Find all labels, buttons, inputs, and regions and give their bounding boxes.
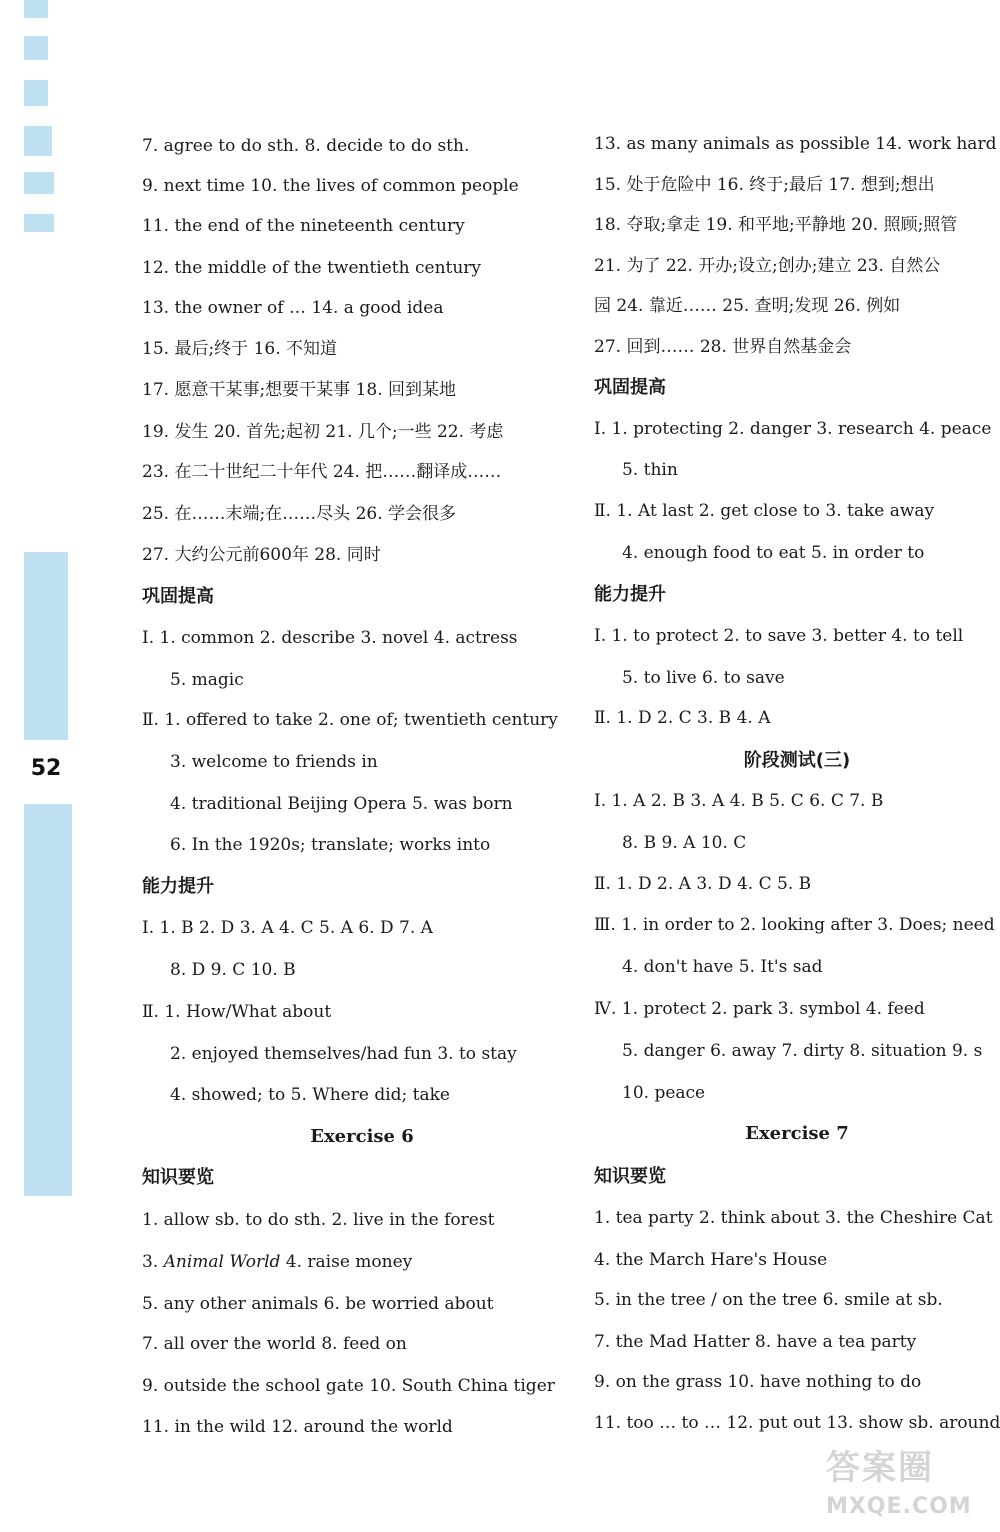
right-answer-line: Ⅳ. 1. protect 2. park 3. symbol 4. feed xyxy=(594,999,925,1019)
left-answer-line: Ⅰ. 1. B 2. D 3. A 4. C 5. A 6. D 7. A xyxy=(142,918,433,938)
left-answer-line: 15. 最后;终于 16. 不知道 xyxy=(142,339,338,359)
left-answer-line: 25. 在……末端;在……尽头 26. 学会很多 xyxy=(142,504,457,524)
side-tab-5 xyxy=(24,172,54,194)
right-answer-line: 5. in the tree / on the tree 6. smile at sb. xyxy=(594,1290,943,1310)
right-answer-line: 21. 为了 22. 开办;设立;创办;建立 23. 自然公 xyxy=(594,256,941,276)
left-answer-line: 13. the owner of … 14. a good idea xyxy=(142,298,444,318)
right-answer-line: 园 24. 靠近…… 25. 查明;发现 26. 例如 xyxy=(594,296,901,316)
left-answer-line: 17. 愿意干某事;想要干某事 18. 回到某地 xyxy=(142,380,457,400)
left-answer-line: 2. enjoyed themselves/had fun 3. to stay xyxy=(170,1044,517,1064)
right-answer-line: 13. as many animals as possible 14. work hard xyxy=(594,134,997,154)
left-answer-line: 8. D 9. C 10. B xyxy=(170,960,296,980)
left-answer-line: 3. Animal World 4. raise money xyxy=(142,1252,413,1272)
watermark-text: 答案圈 xyxy=(826,1448,934,1488)
side-tab-3 xyxy=(24,80,48,106)
left-section-heading: 巩固提高 xyxy=(142,586,214,607)
right-answer-line: Ⅰ. 1. protecting 2. danger 3. research 4. peace xyxy=(594,419,992,439)
left-answer-line: 11. in the wild 12. around the world xyxy=(142,1417,453,1437)
side-tab-2 xyxy=(24,36,48,60)
right-answer-line: 4. enough food to eat 5. in order to xyxy=(622,543,925,563)
right-answer-line: 9. on the grass 10. have nothing to do xyxy=(594,1372,922,1392)
side-tab-6 xyxy=(24,214,54,232)
page-number: 52 xyxy=(30,756,62,781)
left-answer-line: 5. any other animals 6. be worried about xyxy=(142,1294,494,1314)
left-answer-line: 9. outside the school gate 10. South China tiger xyxy=(142,1376,555,1396)
right-answer-line: 15. 处于危险中 16. 终于;最后 17. 想到;想出 xyxy=(594,175,935,195)
right-answer-line: Ⅱ. 1. D 2. A 3. D 4. C 5. B xyxy=(594,874,812,894)
left-answer-line: 7. all over the world 8. feed on xyxy=(142,1334,407,1354)
left-answer-line: 9. next time 10. the lives of common people xyxy=(142,176,519,196)
left-answer-line: 5. magic xyxy=(170,670,244,690)
right-section-heading: 能力提升 xyxy=(594,584,666,605)
right-answer-line: Ⅲ. 1. in order to 2. looking after 3. Does; need xyxy=(594,915,995,935)
right-answer-line: 27. 回到…… 28. 世界自然基金会 xyxy=(594,337,852,357)
left-answer-line: Ⅰ. 1. common 2. describe 3. novel 4. actress xyxy=(142,628,518,648)
right-answer-line: Ⅰ. 1. A 2. B 3. A 4. B 5. C 6. C 7. B xyxy=(594,791,884,811)
right-answer-line: 5. thin xyxy=(622,460,678,480)
left-answer-line: Ⅱ. 1. How/What about xyxy=(142,1002,332,1022)
right-answer-line: Ⅰ. 1. to protect 2. to save 3. better 4. to tell xyxy=(594,626,964,646)
side-tab-1 xyxy=(24,0,48,18)
left-exercise-title: Exercise 6 xyxy=(310,1126,414,1147)
right-section-heading: 知识要览 xyxy=(594,1166,666,1187)
right-answer-line: 5. danger 6. away 7. dirty 8. situation 9. s xyxy=(622,1041,983,1061)
watermark-url: MXQE.COM xyxy=(826,1494,972,1519)
right-answer-line: 4. the March Hare's House xyxy=(594,1250,828,1270)
right-exercise-title: Exercise 7 xyxy=(745,1123,849,1144)
left-answer-line: 1. allow sb. to do sth. 2. live in the forest xyxy=(142,1210,495,1230)
left-section-heading: 知识要览 xyxy=(142,1167,214,1188)
left-answer-line: 19. 发生 20. 首先;起初 21. 几个;一些 22. 考虑 xyxy=(142,422,504,442)
left-answer-line: 4. showed; to 5. Where did; take xyxy=(170,1085,450,1105)
left-answer-line: 12. the middle of the twentieth century xyxy=(142,258,482,278)
side-bar-upper xyxy=(24,552,68,740)
right-section-heading: 巩固提高 xyxy=(594,377,666,398)
left-answer-line: 3. welcome to friends in xyxy=(170,752,378,772)
side-tab-4 xyxy=(24,126,52,156)
right-answer-line: 1. tea party 2. think about 3. the Cheshire Cat xyxy=(594,1208,993,1228)
right-answer-line: 8. B 9. A 10. C xyxy=(622,833,747,853)
left-answer-line: 23. 在二十世纪二十年代 24. 把……翻译成…… xyxy=(142,462,502,482)
left-answer-line: 11. the end of the nineteenth century xyxy=(142,216,465,236)
left-answer-line: 7. agree to do sth. 8. decide to do sth. xyxy=(142,136,470,156)
right-exercise-title: 阶段测试(三) xyxy=(743,750,851,771)
right-answer-line: 4. don't have 5. It's sad xyxy=(622,957,823,977)
left-answer-line: 6. In the 1920s; translate; works into xyxy=(170,835,491,855)
right-answer-line: 18. 夺取;拿走 19. 和平地;平静地 20. 照顾;照管 xyxy=(594,215,958,235)
right-answer-line: Ⅱ. 1. D 2. C 3. B 4. A xyxy=(594,708,771,728)
left-answer-line: Ⅱ. 1. offered to take 2. one of; twentieth century xyxy=(142,710,558,730)
left-answer-line: 4. traditional Beijing Opera 5. was born xyxy=(170,794,513,814)
right-answer-line: 10. peace xyxy=(622,1083,706,1103)
left-section-heading: 能力提升 xyxy=(142,876,214,897)
right-answer-line: Ⅱ. 1. At last 2. get close to 3. take away xyxy=(594,501,935,521)
side-bar-lower xyxy=(24,804,72,1196)
watermark-logo xyxy=(822,1440,998,1528)
right-answer-line: 5. to live 6. to save xyxy=(622,668,785,688)
left-answer-line: 27. 大约公元前600年 28. 同时 xyxy=(142,545,381,565)
right-answer-line: 11. too … to … 12. put out 13. show sb. around xyxy=(594,1413,1000,1433)
right-answer-line: 7. the Mad Hatter 8. have a tea party xyxy=(594,1332,917,1352)
